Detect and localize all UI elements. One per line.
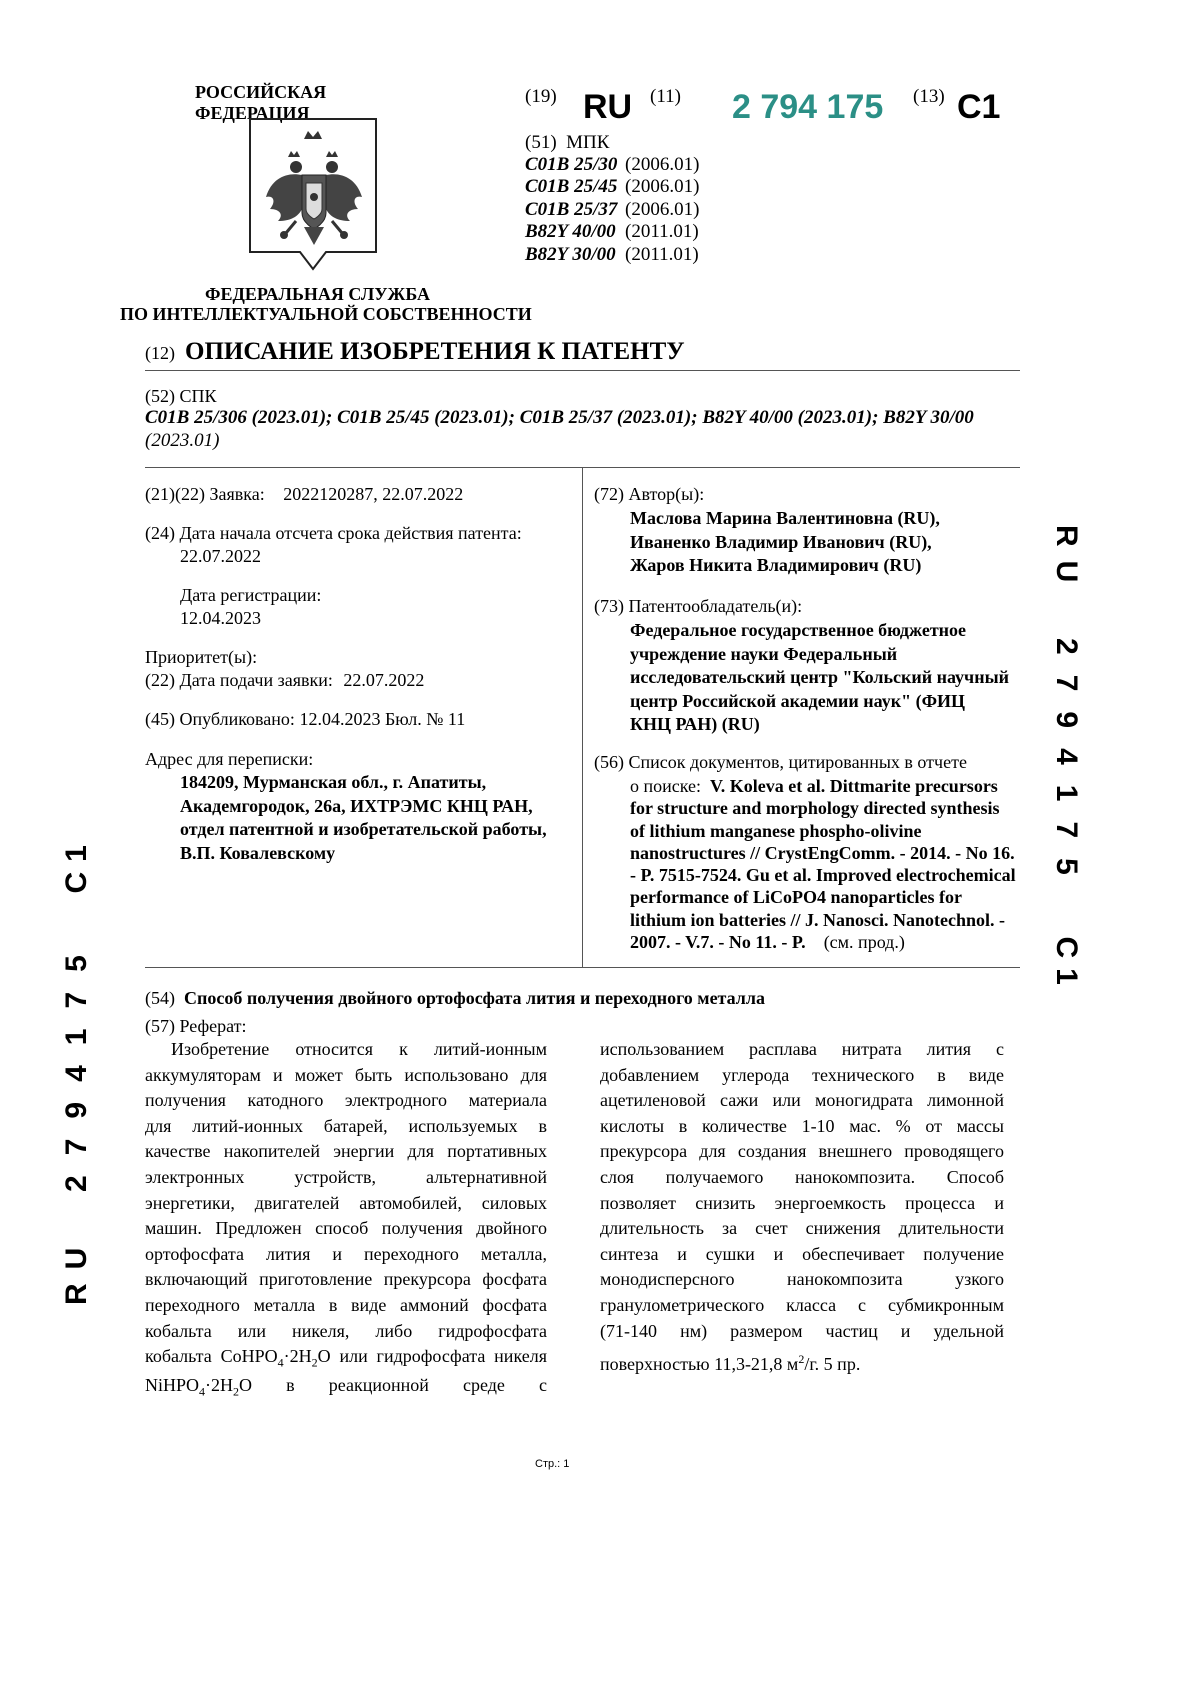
published-field: (45) Опубликовано: 12.04.2023 Бюл. № 11 <box>145 709 466 729</box>
code-13: (13) <box>913 86 945 107</box>
authors-list: Маслова Марина Валентиновна (RU), Иваненко Владимир Иванович (RU), Жаров Никита Владимирович (RU) <box>630 508 940 575</box>
mpk-item: C01B 25/37 (2006.01) <box>525 198 700 220</box>
priority-label: Приоритет(ы): <box>145 647 258 667</box>
abstract-label: (57) Реферат: <box>145 1016 247 1036</box>
divider <box>145 967 1020 968</box>
cited-list: о поиске: V. Koleva et al. Dittmarite precursors for structure and morphology directed synthesis of lithium manganese phospho-olivine nanostructures // CrystEngComm. - 2014. - No 16. - P. 7515-7524. Gu et al. Improved electrochemical performance of LiCoPO4 nanoparticles for lithium ion batteries // J. Nanosci. Nanotechnol. - 2007. - V.7. - No 11. - P. (см. прод.) <box>630 776 1016 953</box>
mpk-item: B82Y 40/00 (2011.01) <box>525 221 699 243</box>
holder-label: (73) Патентообладатель(и): <box>594 596 803 616</box>
abstract-last-line: поверхностью 11,3-21,8 $м^2/г$. 5 пр. <box>600 1352 861 1375</box>
address-label: Адрес для переписки: <box>145 749 314 769</box>
document-title: (12) ОПИСАНИЕ ИЗОБРЕТЕНИЯ К ПАТЕНТУ <box>145 338 685 365</box>
kind-code: C1 <box>957 88 1001 126</box>
side-number-left: RU 2794175 C1 <box>60 835 93 1305</box>
page-number: Стр.: 1 <box>535 1458 570 1470</box>
filing-field: (22) Дата подачи заявки: 22.07.2022 <box>145 670 425 690</box>
spk-line-2: (2023.01) <box>145 430 220 451</box>
mpk-item: B82Y 30/00 (2011.01) <box>525 243 699 265</box>
agency-line-1: ФЕДЕРАЛЬНАЯ СЛУЖБА <box>205 284 430 304</box>
agency-line-2: ПО ИНТЕЛЛЕКТУАЛЬНОЙ СОБСТВЕННОСТИ <box>120 304 532 324</box>
column-divider <box>582 467 583 967</box>
invention-title: (54) Способ получения двойного ортофосфата лития и переходного металла <box>145 988 765 1008</box>
abstract-formula-line-2: $NiHPO_4\cdot 2H_2O$ в реакционной среде с <box>145 1374 547 1399</box>
country-code: RU <box>583 88 633 126</box>
patent-number: 2 794 175 <box>732 88 884 126</box>
mpk-heading: (51) МПК <box>525 132 610 153</box>
reg-label: Дата регистрации: <box>180 585 322 605</box>
code-19: (19) <box>525 86 557 107</box>
side-number-right: RU 2794175 C1 <box>1050 525 1083 995</box>
application-field: (21)(22) Заявка: 2022120287, 22.07.2022 <box>145 484 464 504</box>
abstract-right-column: использованием расплава нитрата лития с добавлением углерода технического в виде ацетиленовой сажи или моногидрата лимонной кислоты в количестве 1-10 мас. % от массы прекурсора для создания внешнего проводящего слоя получаемого нанокомпозита. Способ позволяет снизить энергоемкость процесса и длительность за счет снижения длительности синтеза и сушки и обеспечивает получение монодисперсного нанокомпозита узкого гранулометрического класса с субмикронным (71-140 нм) размером частиц и удельной поверхностью 11,3-21,8 $м^2/г$. 5 пр. <box>600 1039 1004 1375</box>
spk-line-1: C01B 25/306 (2023.01); C01B 25/45 (2023.01); C01B 25/37 (2023.01); B82Y 40/00 (2023.01); B82Y 30/00 <box>145 407 974 428</box>
abstract-left-column: Изобретение относится к литий-ионным аккумуляторам и может быть использовано для получения катодного электродного материала для литий-ионных батарей, используемых в качестве накопителей энергии для портативных электронных устройств, альтернативной энергетики, двигателей автомобилей, силовых машин. Предложен способ получения двойного ортофосфата лития и переходного металла, включающий приготовление прекурсора фосфата переходного металла в виде аммоний фосфата кобальта или никеля, либо гидрофосфата кобальта $CoHPO_4\cdot 2H_2O$ или гидрофосфата никеля $NiHPO_4\cdot 2H_2O$ в реакционной среде с <box>145 1039 547 1399</box>
cited-label: (56) Список документов, цитированных в отчете <box>594 752 967 772</box>
address-block: 184209, Мурманская обл., г. Апатиты, Академгородок, 26а, ИХТРЭМС КНЦ РАН, отдел патентной и изобретательской работы, В.П. Ковалевскому <box>180 772 547 863</box>
coat-of-arms-emblem <box>248 117 380 273</box>
country-name: РОССИЙСКАЯ ФЕДЕРАЦИЯ <box>195 82 327 123</box>
divider <box>145 370 1020 371</box>
term-value: 22.07.2022 <box>180 546 261 566</box>
abstract-formula-line-1: кобальта $CoHPO_4\cdot 2H_2O$ или гидрофосфата никеля <box>145 1346 547 1370</box>
mpk-item: C01B 25/45 (2006.01) <box>525 176 700 198</box>
spk-label: (52) СПК <box>145 386 217 406</box>
code-11: (11) <box>650 86 681 107</box>
holder-list: Федеральное государственное бюджетное учреждение науки Федеральный исследовательский центр "Кольский научный центр Российской академии наук" (ФИЦ КНЦ РАН) (RU) <box>630 620 1010 734</box>
mpk-item: C01B 25/30 (2006.01) <box>525 154 700 175</box>
reg-value: 12.04.2023 <box>180 608 261 628</box>
term-label: (24) Дата начала отсчета срока действия патента: <box>145 523 522 543</box>
mpk-list <box>525 154 699 266</box>
authors-label: (72) Автор(ы): <box>594 484 705 504</box>
